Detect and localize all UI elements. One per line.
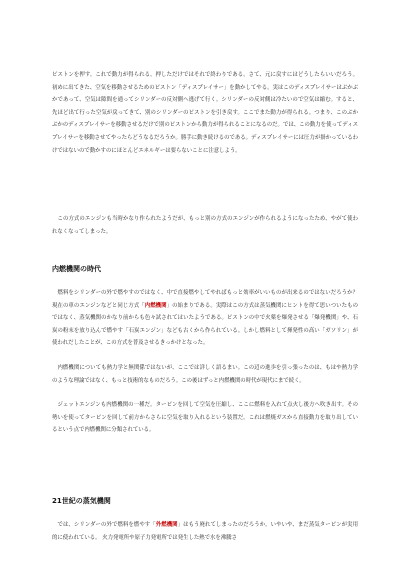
text-segment: ジェットエンジンも内燃機関の一種だ。タービンを回して空気を圧縮し、ここに燃料を入れて点火し後方へ吹き出す。その勢いを使ってタービンを回して前方からさらに空気を取り入れるという装置だ。これは燃焼ガスから直接動力を取り出しているという点で内燃機関に分類されている。 (52, 402, 358, 434)
paragraph-internal-combustion-era (52, 362, 358, 387)
text-segment: 燃料をシリンダーの外で燃やすのではなく、中で直接燃やしてやればもっと効率がいいものが出来るのではないだろうか？ 現在の車のエンジンなどと同じ方式「 (52, 290, 358, 309)
paragraph-stirling-decline-text: この方式のエンジンも当時かなり作られたようだが、もっと別の方式のエンジンが作られるようになったため、やがて使われなくなってしまった。 (52, 216, 358, 235)
paragraph-jet-engine (52, 399, 358, 437)
section-heading-21st-century-steam: 21世紀の蒸気機関 (52, 497, 111, 505)
highlight-term-external-combustion: 外燃機関 (155, 522, 178, 528)
paragraph-stirling-mechanism: ピストンを押す。これで動力が得られる。押しただけではそれで終わりである。さて、元に戻すにはどうしたらいいだろう。初めに出てきた、空気を移動させるためのピストン「ディスプレイサー」を動かしてやる。実はこのディスプレイサーはぶかぶかであって、空気は隙間を通ってシリンダーの反対側へ逃げて行く。シリンダーの反対側は冷たいので空気は縮む。すると、先ほど出て行った空気が戻ってきて、別のシリンダーのピストンを引き戻す。ここでまた動力が得られる。つまり、このぶかぶかのディスプレイサーを移動させるだけで別のピストンから動力が得られることになるのだ。では、この動力を使ってディスプレイサーを移動させてやったらどうなるだろうか。勝手に動き続けるのである。ディスプレイサーには圧力が掛かっているわけではないので動かすのにほとんどエネルギーは要らないことに注意しよう。 (52, 72, 358, 154)
section-internal-combustion (52, 287, 358, 449)
paragraph-stirling-decline (52, 213, 358, 251)
section-21st-century-steam (52, 519, 358, 544)
highlight-term-internal-combustion: 内燃機関 (144, 302, 167, 309)
paragraph-external-combustion (52, 519, 358, 544)
text-segment: 」の始まりである。実際はこの方式は蒸気機関にヒントを得て思いついたものではなく、蒸気機関のかなり前からも色々試されてはいたようである。ピストンの中で火薬を爆発させる「爆発機関」や、石炭の粉末を放り込んで燃やす「石炭エンジン」なども古くから作られている。しかし燃料として揮発性の高い「ガソリン」が使われだしたことが、この方式を普及させるきっかけとなった。 (52, 302, 358, 347)
section-heading-internal-combustion: 内燃機関の時代 (52, 265, 101, 273)
text-segment: 」はもう廃れてしまったのだろうか。いやいや、まだ蒸気タービンが実用的に使われている。 火力発電所や原子力発電所では発生した熱で水を沸騰さ (52, 522, 358, 541)
text-segment: 内燃機関についても熱力学と無関係ではないが、ここでは詳しく語るまい。この辺の進歩を引っ張ったのは、もはや熱力学のような理論ではなく、もっと技術的なものだろう。この後はずっと内燃機関の時代が現代にまで続く。 (52, 364, 358, 384)
paragraph-internal-combustion-origin (52, 287, 358, 350)
text-segment: では、シリンダーの外で燃料を燃やす「 (57, 522, 156, 528)
